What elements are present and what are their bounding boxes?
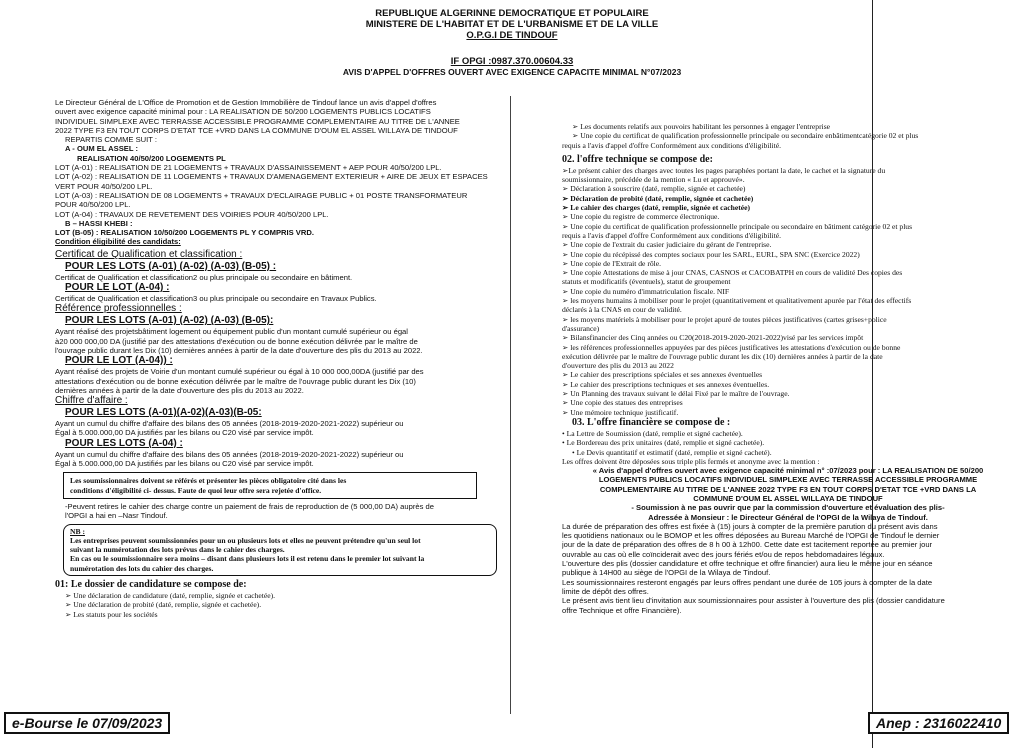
tech-cont: statuts et modificatifs (éventuels), statut de groupement	[562, 277, 731, 287]
lot-line: LOT (A-04) : TRAVAUX DE REVETEMENT DES VOIRIES POUR 40/50/200 LPL.	[55, 209, 329, 219]
tech-intro: ➢Le présent cahier des charges avec toutes les pages paraphées portant la date, le cachet et la signature du	[562, 165, 886, 175]
tech-cont: déclarés à la CNAS en cour de validité.	[562, 305, 682, 315]
mention-line: « Avis d'appel d'offres ouvert avec exigence capacité minimal n° :07/2023 pour : LA REALISATION DE 50/200	[592, 466, 984, 476]
right-column	[562, 122, 1014, 615]
right-top-cont: requis a l'avis d'appel d'offre Conformément aux conditions d'éligibilité.	[562, 140, 781, 150]
cert-text: Certificat de Qualification et classification3 ou plus principale ou secondaire en Travaux Publics.	[55, 294, 377, 304]
nb-line: suivant la numérotation des lots prévus dans le cahier des charges.	[70, 545, 285, 555]
closing-line: Les soumissionnaires resteront engagés par leurs offres pendant une durée de 105 jours à compter de la date	[562, 577, 933, 587]
cert-lots-heading: POUR LES LOTS (A-01) (A-02) (A-03) (B-05) :	[65, 260, 277, 272]
closing-line: L'ouverture des plis (dossier candidature et offre technique et offre financier) aura lieu le même jour en séance	[562, 559, 933, 569]
notice-line: Les soumissionnaires doivent se référés et présenter les pièces obligatoire cité dans les	[70, 476, 347, 486]
nb-title: NB :	[70, 526, 85, 536]
header-republic: REPUBLIQUE ALGERINNE DEMOCRATIQUE ET POPULAIRE	[375, 8, 649, 19]
tech-item: ➢ Le cahier des charges (daté, remplie, signée et cachetée)	[562, 203, 1014, 212]
ref-text: l'ouvrage public durant les Dix (10) dernières années à partir de la date d'ouverture des plis du 2013 au 2022.	[55, 345, 423, 355]
right-top-item: ➢ Une copie du certificat de qualification professionnelle principale ou secondaire enbâtimentcatégorie 02 et plus	[562, 131, 1014, 140]
mention-line: LOGEMENTS PUBLICS LOCATIFS INDIVIDUEL SIMPLEXE AVEC TERRASSE ACCESSIBLE PROGRAMME	[598, 475, 978, 485]
ref-lot4-heading: POUR LE LOT (A-04)) :	[65, 355, 173, 367]
mention-block	[562, 466, 1014, 522]
tech-item: ➢ Déclaration à souscrire (daté, remplie, signée et cachetée)	[562, 184, 1014, 193]
footer-anep: Anep : 2316022410	[868, 712, 1009, 734]
tech-cont: requis a l'avis d'appel d'offre Conformément aux conditions d'éligibilité.	[562, 230, 781, 240]
lot-line: POUR 40/50/200 LPL.	[55, 200, 131, 210]
ca-title: Chiffre d'affaire :	[55, 395, 128, 407]
closing-line: jour de la date de préparation des offres de 8 h 00 à 12h00. Cette date est tacitement reportée au premier jour	[562, 540, 933, 550]
tech-item: ➢ Une copie du registre de commerce électronique.	[562, 212, 1014, 221]
tech-item: ➢ Le cahier des prescriptions techniques et ses annexes éventuelles.	[562, 380, 1014, 389]
dossier-item: ➢ Une déclaration de candidature (daté, remplie, signée et cachetée).	[55, 591, 505, 600]
ca-text: Ayant un cumul du chiffre d'affaire des bilans des 05 années (2018-2019-2020-2021-2022) supérieur ou	[55, 419, 404, 429]
column-divider	[510, 96, 511, 714]
closing-line: offre Technique et offre Financière).	[562, 605, 682, 615]
lot-b: LOT (B-05) : REALISATION 10/50/200 LOGEMENTS PL Y COMPRIS VRD.	[55, 228, 314, 238]
soumission-line: - Soumission à ne pas ouvrir que par la commission d'ouverture et évaluation des plis-	[631, 503, 945, 513]
tech-item: ➢ les moyens matériels à mobiliser pour le projet apuré de toutes pièces justificatives (cartes grises+police	[562, 315, 1014, 324]
ref-text: Ayant réalisé des projets de Voirie d'un montant cumulé supérieur ou égal à 10 000 000,00DA (justifié par des	[55, 367, 424, 377]
ref-lots-heading: POUR LES LOTS (A-01) (A-02) (A-03) (B-05):	[65, 315, 274, 327]
adresse-line: Adressée à Monsieur : le Directeur Général de l'OPGI de la Wilaya de Tindouf.	[648, 512, 928, 522]
tech-item: ➢ Le cahier des prescriptions spéciales et ses annexes éventuelles	[562, 370, 1014, 379]
dossier-title: 01: Le dossier de candidature se compose de:	[55, 578, 247, 590]
tech-cont: d'ouverture des plis du 2013 au 2022	[562, 361, 674, 371]
closing-block	[562, 522, 1014, 615]
tech-item: ➢ les références professionnelles appuyées par des pièces justificatives les attestations d'exécution ou de bonne	[562, 343, 1014, 352]
intro-line: ouvert avec exigence capacité minimal pour : LA REALISATION DE 50/200 LOGEMENTS PUBLICS LOCATIFS	[55, 107, 431, 117]
ref-text: dernières années à partir de la date d'ouverture des plis du 2013 au 2022.	[55, 385, 304, 395]
fin-item: • Le Devis quantitatif et estimatif (daté, remplie et signé cacheté).	[562, 448, 1014, 457]
tech-item: ➢ Un Planning des travaux suivant le délai Fixé par le maître de l'ouvrage.	[562, 389, 1014, 398]
closing-line: ouvrable au cas où elle coïnciderait avec des jours fériés et/ou de repos hebdomadaires légaux.	[562, 549, 885, 559]
footer-ebourse: e-Bourse le 07/09/2023	[4, 712, 170, 734]
nb-line: numérotation des lots du cahier des charges.	[70, 563, 214, 573]
cert-title: Certificat de Qualification et classification :	[55, 248, 243, 260]
ref-text: à20 000 000,00 DA (justifié par des attestations d'exécution ou de bonne exécution délivrée par le maître de	[55, 336, 418, 346]
ref-title: Référence professionnelles :	[55, 303, 182, 315]
site-a: A - OUM EL ASSEL :	[65, 144, 138, 154]
closing-line: Le présent avis tient lieu d'invitation aux soumissionnaires pour assister à l'ouverture des plis (dossier candidature	[562, 596, 945, 606]
closing-line: limite de dépôt des offres.	[562, 586, 649, 596]
tech-item: ➢ Une copie de l'Extrait de rôle.	[562, 259, 1014, 268]
tech-title: 02. l'offre technique se compose de:	[562, 153, 713, 165]
tech-item: ➢ Une copie de l'extrait du casier judiciaire du gérant de l'entreprise.	[562, 240, 1014, 249]
real-a: REALISATION 40/50/200 LOGEMENTS PL	[77, 153, 226, 163]
lot-line: LOT (A-01) : REALISATION DE 21 LOGEMENTS + TRAVAUX D'ASSAINISSEMENT + AEP POUR 40/50/200 LPL.	[55, 163, 442, 173]
retrait-line: -Peuvent retires le cahier des charge contre un paiement de frais de reproduction de (5 000,00 DA) auprès de	[65, 501, 434, 511]
document-header	[0, 8, 1024, 41]
fin-item: • La Lettre de Soumission (daté, remplie et signé cachetée).	[562, 429, 1014, 438]
lot-line: VERT POUR 40/50/200 LPL.	[55, 181, 153, 191]
closing-line: La durée de préparation des offres est fixée à (15) jours à compter de la première parution du présent avis dans	[562, 521, 938, 531]
mention-line: COMMUNE D'OUM EL ASSEL WILLAYA DE TINDOUF	[693, 493, 883, 503]
condition-title: Condition éligibilité des candidats:	[55, 237, 181, 247]
cert-text: Certificat de Qualification et classification2 ou plus principale ou secondaire en bâtiment.	[55, 272, 353, 282]
tech-item: ➢ Une copie du certificat de qualification professionnelle principale ou secondaire en bâtiment catégorie 02 et plus	[562, 222, 1014, 231]
cert-lot4-heading: POUR LE LOT (A-04) :	[65, 282, 170, 294]
intro-line: INDIVIDUEL SIMPLEXE AVEC TERRASSE ACCESSIBLE PROGRAMME COMPLEMENTAIRE AU TITRE DE L'ANNEE	[55, 116, 460, 126]
header-opgi: O.P.G.I DE TINDOUF	[466, 30, 558, 41]
intro-line: 2022 TYPE F3 EN TOUT CORPS D'ETAT TCE +VRD DANS LA COMMUNE D'OUM EL ASSEL WILLAYA DE TINDOUF	[55, 125, 458, 135]
header-ministry: MINISTERE DE L'HABITAT ET DE L'URBANISME ET DE LA VILLE	[365, 19, 659, 30]
lot-line: LOT (A-03) : REALISATION DE 08 LOGEMENTS + TRAVAUX D'ECLAIRAGE PUBLIC + 01 POSTE TRANSFORMATEUR	[55, 190, 468, 200]
retrait-line: l'OPGI a hai en –Nasr Tindouf.	[65, 511, 168, 521]
tech-cont: exécution délivrée par le maître de l'ouvrage public durant les dix (10) dernières années à partir de la date	[562, 351, 883, 361]
fin-title: 03. L'offre financière se compose de :	[572, 416, 731, 428]
tech-item: ➢ Une copie du récépissé des comptes sociaux pour les SARL, EURL, SPA SNC (Exercice 2022)	[562, 250, 1014, 259]
ca-text: Égal à 5.000.000,00 DA justifiés par les bilans ou C20 visé par service impôt.	[55, 459, 314, 469]
dossier-item: ➢ Une déclaration de probité (daté, remplie, signée et cachetée).	[55, 600, 505, 609]
ca-text: Ayant un cumul du chiffre d'affaire des bilans des 05 années (2018-2019-2020-2021-2022) supérieur ou	[55, 449, 404, 459]
header-if: IF OPGI :0987.370.00604.33	[450, 56, 574, 67]
nb-line: Les entreprises peuvent soumissionnées pour un ou plusieurs lots et elles ne peuvent prétendre qu'un seul lot	[70, 535, 421, 545]
intro-line: REPARTIS COMME SUIT :	[65, 135, 157, 145]
ca-lots-heading: POUR LES LOTS (A-01)(A-02)(A-03)(B-05:	[65, 407, 262, 419]
left-column	[55, 98, 505, 619]
ref-text: Ayant réalisé des projetsbâtiment logement ou équipement public d'un montant cumulé supérieur ou égal	[55, 327, 408, 337]
tech-item: ➢ les moyens humains à mobiliser pour le projet (quantitativement et qualitativement apurée par l'état des effectifs	[562, 296, 1014, 305]
site-b: B – HASSI KHEBI :	[65, 218, 133, 228]
right-top-item: ➢ Les documents relatifs aux pouvoirs habilitant les personnes à engager l'entreprise	[562, 122, 1014, 131]
nb-box	[63, 524, 497, 576]
tech-intro: soumissionnaire, précédée de la mention « Lu et approuvé».	[562, 175, 745, 185]
tech-item: ➢ Une copie du numéro d'immatriculation fiscale. NIF	[562, 287, 1014, 296]
fin-item: • Le Bordereau des prix unitaires (daté, remplie et signé cachetée).	[562, 438, 1014, 447]
notice-line: conditions d'éligibilité ci- dessus. Faute de quoi leur offre sera rejetée d'office.	[70, 485, 322, 495]
dossier-item: ➢ Les statuts pour les sociétés	[55, 610, 505, 619]
ca-lot4-heading: POUR LES LOTS (A-04) :	[65, 437, 183, 449]
closing-line: les quotidiens nationaux ou le BOMOP et les offres déposées au Bureau Marché de l'OPGI de Tindouf le dernier	[562, 531, 940, 541]
tech-item: ➢ Une copie Attestations de mise à jour CNAS, CASNOS et CACOBATPH en cours de validité Des copies des	[562, 268, 1014, 277]
header-avis: AVIS D'APPEL D'OFFRES OUVERT AVEC EXIGENCE CAPACITE MINIMAL N°07/2023	[342, 67, 682, 77]
ca-text: Égal à 5.000.000,00 DA justifiés par les bilans ou C20 visé par service impôt.	[55, 428, 314, 438]
document-subheader	[0, 56, 1024, 78]
tech-item: ➢ Déclaration de probité (daté, remplie, signée et cachetée)	[562, 194, 1014, 203]
intro-line: Le Directeur Général de L'Office de Promotion et de Gestion Immobilière de Tindouf lance un avis d'appel d'offres	[55, 98, 437, 107]
notice-box	[63, 472, 477, 499]
tech-item: ➢ Une mémoire technique justificatif.	[562, 408, 1014, 417]
lot-line: LOT (A-02) : REALISATION DE 11 LOGEMENTS + TRAVAUX D'AMENAGEMENT EXTERIEUR + AIRE DE JEUX ET ESPACES	[55, 172, 488, 182]
tech-cont: d'assurance)	[562, 323, 600, 333]
ref-text: attestations d'exécution ou de bonne exécution délivrée par le maître de l'ouvrage public durant les Dix (10)	[55, 376, 416, 386]
depot-line: Les offres doivent être déposées sous triple plis fermés et anonyme avec la mention :	[562, 456, 820, 466]
nb-line: En cas ou le soumissionnaire sera moins – disant dans plusieurs lots il est retenu dans le premier lot suivant la	[70, 554, 425, 564]
closing-line: publique à 14H00 au siège de l'OPGI de la Wilaya de Tindouf.	[562, 568, 771, 578]
tech-item: ➢ Une copie des statues des entreprises	[562, 398, 1014, 407]
tech-item: ➢ Bilansfinancier des Cinq années ou C20(2018-2019-2020-2021-2022)visé par les services impôt	[562, 333, 1014, 342]
mention-line: COMPLEMENTAIRE AU TITRE DE L'ANNEE 2022 TYPE F3 EN TOUT CORPS D'ETAT TCE +VRD DANS LA	[599, 484, 977, 494]
